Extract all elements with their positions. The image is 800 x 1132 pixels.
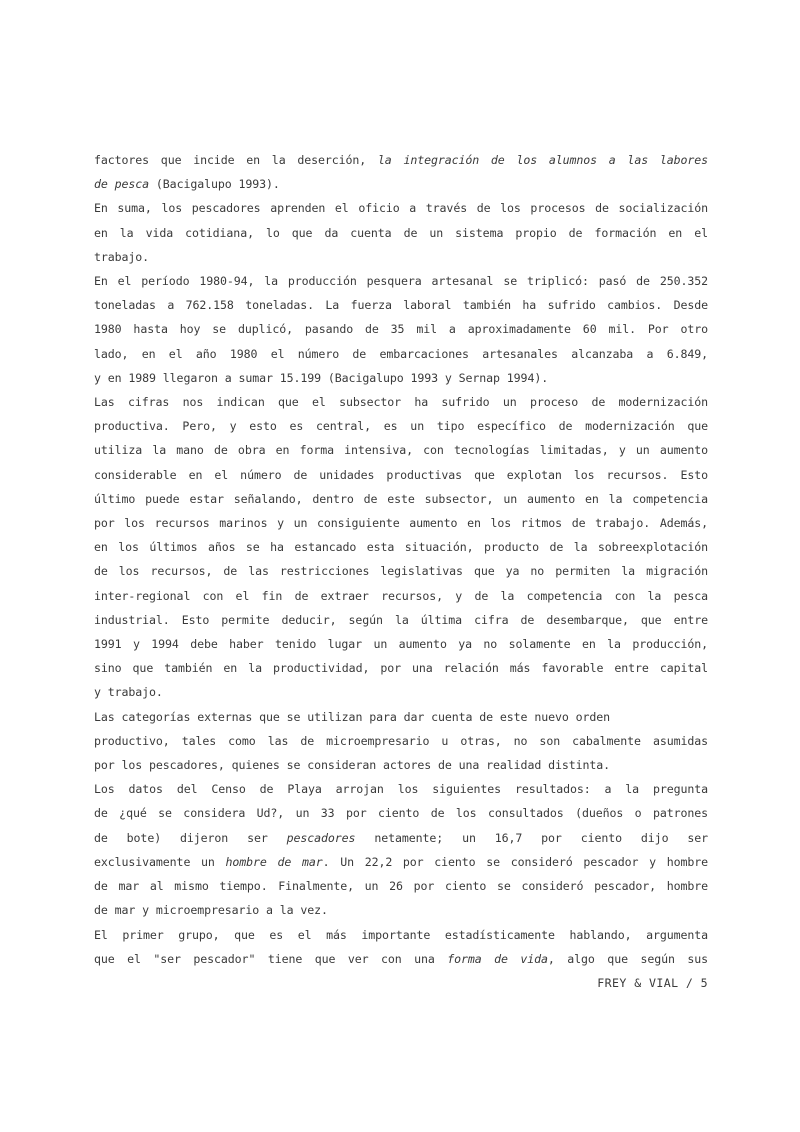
text-segment: que el "ser pescador" tiene que ver con una [94,951,448,966]
italic-text: de pesca [94,177,150,192]
text-segment: y en 1989 llegaron a sumar 15.199 (Bacigalupo 1993 y Sernap 1994). [94,370,549,385]
text-line [94,705,708,729]
paragraph [94,148,708,196]
text-segment: Las categorías externas que se utilizan para dar cuenta de este nuevo orden [94,709,611,724]
text-line [94,608,708,632]
text-segment: por los recursos marinos y un consiguiente aumento en los ritmos de trabajo. Además, [94,516,708,531]
text-segment: 1980 hasta hoy se duplicó, pasando de 35 mil a aproximadamente 60 mil. Por otro [94,322,708,337]
italic-text: la integración de los alumnos a las labores [377,153,709,167]
paragraph [94,923,708,971]
text-segment: (Bacigalupo 1993). [149,177,280,192]
text-line [94,923,708,947]
text-segment: factores que incide en la deserción, [94,153,378,167]
text-segment: inter-regional con el fin de extraer recursos, y de la competencia con la pesca [94,588,708,603]
text-line [94,463,708,487]
text-segment: y trabajo. [94,685,163,700]
text-line [94,559,708,583]
paragraph [94,390,708,705]
text-line [94,632,708,656]
text-segment: , algo que según sus [547,951,708,966]
text-segment: exclusivamente un [94,854,226,869]
text-line [94,511,708,535]
body-text [94,148,708,971]
paragraph [94,777,708,922]
text-segment: considerable en el número de unidades productivas que explotan los recursos. Esto [94,467,708,482]
text-line [94,172,708,196]
text-line [94,221,708,245]
text-line [94,487,708,511]
text-segment: sino que también en la productividad, por una relación más favorable entre capital [94,661,708,676]
text-line [94,801,708,825]
text-segment: de mar al mismo tiempo. Finalmente, un 26 por ciento se consideró pescador, hombre [94,879,708,894]
text-line [94,656,708,680]
text-segment: lado, en el año 1980 el número de embarcaciones artesanales alcanzaba a 6.849, [94,346,708,361]
italic-text: forma de vida [447,951,548,966]
paragraph [94,196,708,269]
text-line [94,584,708,608]
text-segment: trabajo. [94,249,150,264]
text-line [94,753,708,777]
text-line [94,414,708,438]
text-segment: En suma, los pescadores aprenden el oficio a través de los procesos de socialización [94,201,708,216]
text-segment: último puede estar señalando, dentro de este subsector, un aumento en la competencia [94,491,708,506]
text-line [94,729,708,753]
text-segment: El primer grupo, que es el más importante estadísticamente hablando, argumenta [94,927,708,942]
text-line [94,680,708,704]
text-segment: productivo, tales como las de microempresario u otras, no son cabalmente asumidas [94,733,708,748]
italic-text: hombre de mar [225,854,323,869]
text-segment: . Un 22,2 por ciento se consideró pescador y hombre [322,854,708,869]
text-segment: de bote) dijeron ser [94,830,287,845]
text-line [94,245,708,269]
text-line [94,777,708,801]
text-line [94,366,708,390]
text-segment: de mar y microempresario a la vez. [94,903,328,918]
text-segment: toneladas a 762.158 toneladas. La fuerza laboral también ha sufrido cambios. Desde [94,298,708,313]
text-segment: en la vida cotidiana, lo que da cuenta de un sistema propio de formación en el [94,225,708,240]
text-line [94,390,708,414]
text-segment: Las cifras nos indican que el subsector ha sufrido un proceso de modernización [94,395,708,410]
text-line [94,874,708,898]
text-segment: en los últimos años se ha estancado esta situación, producto de la sobreexplotación [94,540,708,555]
text-line [94,317,708,341]
text-segment: utiliza la mano de obra en forma intensiva, con tecnologías limitadas, y un aumento [94,443,708,458]
text-line [94,196,708,220]
text-segment: Los datos del Censo de Playa arrojan los siguientes resultados: a la pregunta [94,782,708,797]
text-segment: industrial. Esto permite deducir, según la última cifra de desembarque, que entre [94,612,708,627]
text-line [94,438,708,462]
text-segment: productiva. Pero, y esto es central, es un tipo específico de modernización que [94,419,708,434]
text-segment: de ¿qué se considera Ud?, un 33 por ciento de los consultados (dueños o patrones [94,806,708,821]
text-line [94,826,708,850]
paragraph [94,269,708,390]
text-line [94,342,708,366]
text-segment: por los pescadores, quienes se consideran actores de una realidad distinta. [94,758,611,773]
text-segment: En el período 1980-94, la producción pesquera artesanal se triplicó: pasó de 250.352 [94,274,708,289]
page-footer: FREY & VIAL / 5 [597,976,708,990]
text-line [94,898,708,922]
text-segment: 1991 y 1994 debe haber tenido lugar un aumento ya no solamente en la producción, [94,637,708,652]
text-line [94,947,708,971]
text-segment: de los recursos, de las restricciones legislativas que ya no permiten la migración [94,564,708,579]
text-line [94,850,708,874]
text-line [94,293,708,317]
text-line [94,269,708,293]
italic-text: pescadores [286,830,356,845]
text-line [94,535,708,559]
text-segment: netamente; un 16,7 por ciento dijo ser [355,830,708,845]
text-line [94,148,708,172]
paragraph [94,705,708,778]
